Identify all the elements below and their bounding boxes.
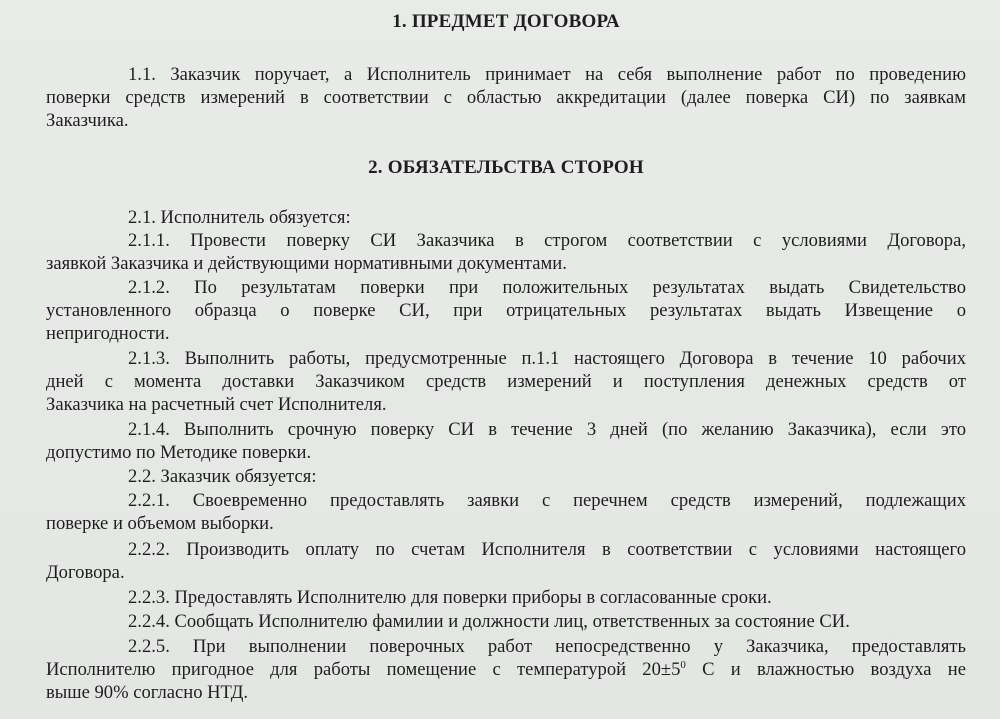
- clause-2-2-5-line-3: выше 90% согласно НТД.: [46, 682, 249, 703]
- clause-2-1-4-line-1: 2.1.4. Выполнить срочную поверку СИ в течение 3 дней (по желанию Заказчика), если это: [128, 419, 966, 440]
- clause-2-2-5-line-2: [46, 659, 966, 681]
- clause-2-2: 2.2. Заказчик обязуется:: [128, 466, 317, 487]
- clause-2-1-3-line-3: Заказчика на расчетный счет Исполнителя.: [46, 394, 387, 415]
- section-1-title: 1. ПРЕДМЕТ ДОГОВОРА: [392, 11, 620, 32]
- clause-2-1-4-line-2: допустимо по Методике поверки.: [46, 442, 312, 463]
- clause-1-1-line-1: 1.1. Заказчик поручает, а Исполнитель принимает на себя выполнение работ по проведению: [128, 64, 966, 85]
- clause-2-2-1-line-2: поверке и объемом выборки.: [46, 513, 274, 534]
- clause-2-1-3-line-1: 2.1.3. Выполнить работы, предусмотренные п.1.1 настоящего Договора в течение 10 рабочих: [128, 348, 966, 369]
- clause-2-2-5-line-2-text-b: С и влажностью воздуха не: [702, 659, 966, 680]
- clause-2-2-5-line-2-text-a: Исполнителю пригодное для работы помещение с температурой 20±5: [46, 659, 681, 680]
- clause-2-2-1-line-1: 2.2.1. Своевременно предоставлять заявки с перечнем средств измерений, подлежащих: [128, 490, 966, 511]
- clause-2-1-2-line-3: непригодности.: [46, 323, 170, 344]
- clause-2-2-4: 2.2.4. Сообщать Исполнителю фамилии и должности лиц, ответственных за состояние СИ.: [128, 611, 850, 632]
- clause-2-1-3-line-2: дней с момента доставки Заказчиком средств измерений и поступления денежных средств от: [46, 371, 966, 392]
- clause-2-2-5-line-1: 2.2.5. При выполнении поверочных работ непосредственно у Заказчика, предоставлять: [128, 636, 966, 657]
- clause-2-1-1-line-1: 2.1.1. Провести поверку СИ Заказчика в строгом соответствии с условиями Договора,: [128, 230, 966, 251]
- clause-2-1-1-line-2: заявкой Заказчика и действующими нормативными документами.: [46, 253, 567, 274]
- clause-1-1-line-2: поверки средств измерений в соответствии с областью аккредитации (далее поверка СИ) по заявкам: [46, 87, 966, 108]
- clause-2-2-3: 2.2.3. Предоставлять Исполнителю для поверки приборы в согласованные сроки.: [128, 587, 772, 608]
- clause-2-1: 2.1. Исполнитель обязуется:: [128, 207, 351, 228]
- clause-2-1-2-line-2: установленного образца о поверке СИ, при отрицательных результатах выдать Извещение о: [46, 300, 966, 321]
- clause-2-2-2-line-2: Договора.: [46, 562, 125, 583]
- clause-1-1-line-3: Заказчика.: [46, 110, 129, 131]
- degree-superscript: 0: [680, 658, 686, 671]
- section-2-title: 2. ОБЯЗАТЕЛЬСТВА СТОРОН: [368, 157, 644, 178]
- clause-2-2-2-line-1: 2.2.2. Производить оплату по счетам Исполнителя в соответствии с условиями настоящего: [128, 539, 966, 560]
- clause-2-1-2-line-1: 2.1.2. По результатам поверки при положительных результатах выдать Свидетельство: [128, 277, 966, 298]
